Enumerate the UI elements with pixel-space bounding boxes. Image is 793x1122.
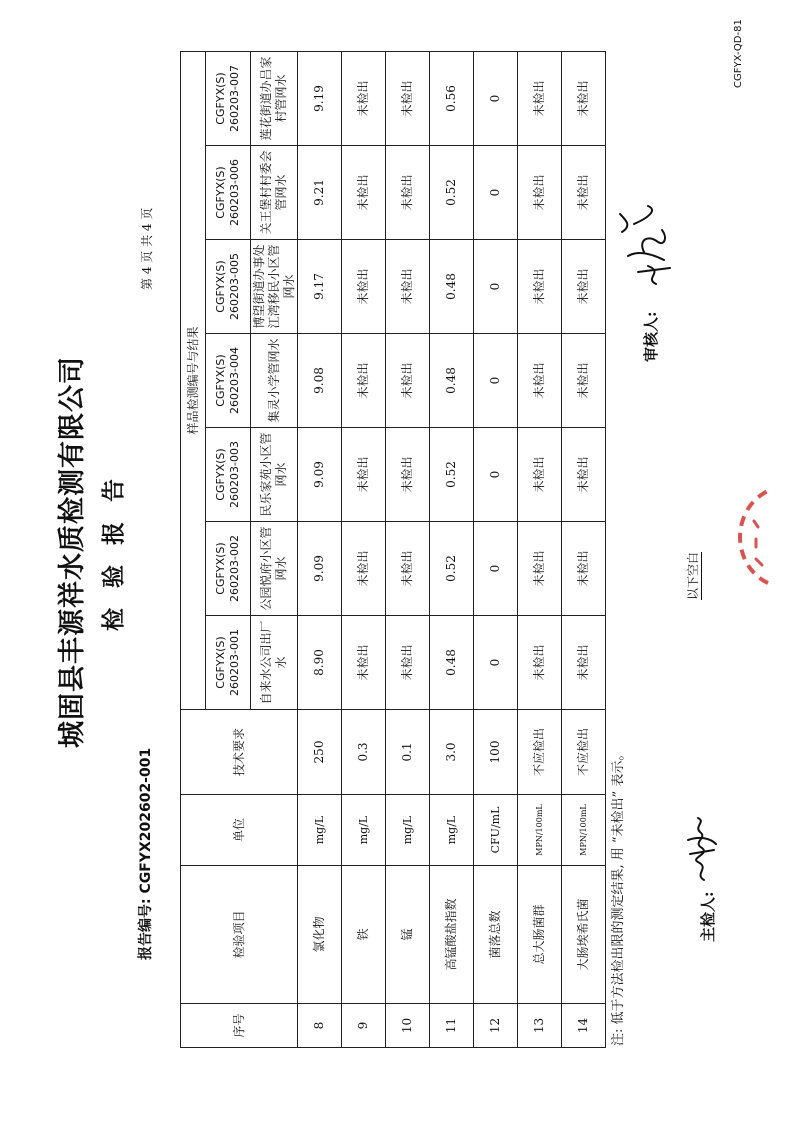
result-cell: 未检出	[518, 522, 562, 616]
row-seq: 13	[518, 1004, 562, 1048]
sample-code-number: 260203-006	[228, 159, 241, 226]
result-cell: 0.52	[430, 428, 474, 522]
sample-code-number: 260203-003	[228, 441, 241, 508]
sample-location-2: 公园悦府小区管网水	[251, 522, 298, 616]
end-mark: 以下空白	[686, 551, 700, 600]
sample-code-prefix: CGFYX(S)	[214, 260, 228, 313]
sample-code-number: 260203-007	[228, 65, 241, 132]
row-unit: MPN/100mL	[518, 795, 562, 866]
row-requirement: 3.0	[430, 710, 474, 795]
sample-code-number: 260203-002	[228, 535, 241, 602]
row-unit: CFU/mL	[474, 795, 518, 866]
header-item: 检验项目	[181, 866, 298, 1004]
result-cell: 0.48	[430, 334, 474, 428]
company-title: 城固县丰源祥水质检测有限公司	[57, 356, 88, 748]
official-seal	[732, 487, 772, 587]
result-cell: 未检出	[562, 240, 606, 334]
row-seq: 10	[386, 1004, 430, 1048]
report-number: 报告编号: CGFYX202602-001	[138, 747, 154, 960]
table-row	[562, 52, 606, 1048]
sample-code-3	[206, 428, 251, 522]
sample-location-4: 集灵小学管网水	[251, 334, 298, 428]
result-cell: 0.48	[430, 616, 474, 710]
result-cell: 9.19	[298, 52, 342, 146]
result-cell: 0	[474, 52, 518, 146]
table-note: 注: 低于方法检出限的测定结果, 用 “未检出” 表示。	[611, 747, 626, 1046]
row-seq: 8	[298, 1004, 342, 1048]
row-item: 铁	[342, 866, 386, 1004]
result-cell: 未检出	[386, 240, 430, 334]
results-table	[180, 51, 606, 1048]
result-cell: 0	[474, 146, 518, 240]
row-requirement: 不应检出	[562, 710, 606, 795]
result-cell: 未检出	[518, 240, 562, 334]
tester-label: 主检人:	[699, 891, 717, 942]
result-cell: 未检出	[518, 146, 562, 240]
result-cell: 未检出	[562, 146, 606, 240]
result-cell: 0	[474, 522, 518, 616]
result-cell: 未检出	[386, 146, 430, 240]
result-cell: 9.08	[298, 334, 342, 428]
result-cell: 未检出	[342, 52, 386, 146]
result-cell: 0	[474, 240, 518, 334]
result-cell: 未检出	[342, 334, 386, 428]
result-cell: 未检出	[518, 52, 562, 146]
sample-code-6	[206, 146, 251, 240]
row-item: 大肠埃希氏菌	[562, 866, 606, 1004]
result-cell: 未检出	[342, 146, 386, 240]
result-cell: 未检出	[518, 616, 562, 710]
tester-signature	[680, 814, 720, 884]
row-seq: 14	[562, 1004, 606, 1048]
result-cell: 9.09	[298, 522, 342, 616]
sample-location-1: 自来水公司出厂水	[251, 616, 298, 710]
footer-code: CGFYX-QD-81	[733, 19, 744, 88]
sample-code-prefix: CGFYX(S)	[214, 636, 228, 689]
result-cell: 9.17	[298, 240, 342, 334]
row-requirement: 250	[298, 710, 342, 795]
sample-code-number: 260203-001	[228, 629, 241, 696]
result-cell: 未检出	[342, 240, 386, 334]
row-requirement: 0.3	[342, 710, 386, 795]
row-item: 菌落总数	[474, 866, 518, 1004]
row-requirement: 100	[474, 710, 518, 795]
result-cell: 0	[474, 616, 518, 710]
sample-location-6: 关王堡村村委会管网水	[251, 146, 298, 240]
result-cell: 0	[474, 334, 518, 428]
result-cell: 未检出	[386, 428, 430, 522]
row-item: 锰	[386, 866, 430, 1004]
row-unit: MPN/100mL	[562, 795, 606, 866]
sample-code-7	[206, 52, 251, 146]
result-cell: 未检出	[562, 428, 606, 522]
result-cell: 未检出	[562, 522, 606, 616]
result-cell: 未检出	[342, 428, 386, 522]
row-item: 高锰酸盐指数	[430, 866, 474, 1004]
table-row	[518, 52, 562, 1048]
result-cell: 0	[474, 428, 518, 522]
result-cell: 未检出	[562, 52, 606, 146]
sample-location-5: 博望街道办事处江湾移民小区管网水	[251, 240, 298, 334]
result-cell: 0.48	[430, 240, 474, 334]
result-cell: 0.52	[430, 146, 474, 240]
sample-code-prefix: CGFYX(S)	[214, 448, 228, 501]
header-requirement: 技术要求	[181, 710, 298, 795]
table-row	[386, 52, 430, 1048]
table-row	[342, 52, 386, 1048]
row-seq: 11	[430, 1004, 474, 1048]
row-item: 总大肠菌群	[518, 866, 562, 1004]
sample-code-number: 260203-004	[228, 347, 241, 414]
sample-code-prefix: CGFYX(S)	[214, 542, 228, 595]
row-unit: mg/L	[298, 795, 342, 866]
sample-code-4	[206, 334, 251, 428]
result-cell: 未检出	[386, 52, 430, 146]
sample-code-number: 260203-005	[228, 253, 241, 320]
sample-code-prefix: CGFYX(S)	[214, 166, 228, 219]
row-requirement: 0.1	[386, 710, 430, 795]
result-cell: 未检出	[386, 522, 430, 616]
result-cell: 未检出	[562, 334, 606, 428]
row-unit: mg/L	[386, 795, 430, 866]
row-seq: 9	[342, 1004, 386, 1048]
result-cell: 9.09	[298, 428, 342, 522]
result-cell: 未检出	[518, 428, 562, 522]
result-cell: 未检出	[518, 334, 562, 428]
header-seq: 序号	[181, 1004, 298, 1048]
sample-code-prefix: CGFYX(S)	[214, 354, 228, 407]
sample-code-1	[206, 616, 251, 710]
sample-location-3: 民乐家苑小区管网水	[251, 428, 298, 522]
result-cell: 未检出	[386, 334, 430, 428]
header-results: 样品检测编号与结果	[181, 52, 206, 710]
reviewer-signature	[608, 202, 678, 290]
result-cell: 未检出	[342, 522, 386, 616]
result-cell: 8.90	[298, 616, 342, 710]
sample-code-5	[206, 240, 251, 334]
result-cell: 0.56	[430, 52, 474, 146]
row-requirement: 不应检出	[518, 710, 562, 795]
sample-location-7: 莲花街道办吕家村管网水	[251, 52, 298, 146]
row-item: 氯化物	[298, 866, 342, 1004]
row-unit: mg/L	[342, 795, 386, 866]
sample-code-2	[206, 522, 251, 616]
row-unit: mg/L	[430, 795, 474, 866]
table-row	[430, 52, 474, 1048]
row-seq: 12	[474, 1004, 518, 1048]
page-number: 第 4 页 共 4 页	[140, 207, 154, 290]
table-row	[474, 52, 518, 1048]
header-unit: 单位	[181, 795, 298, 866]
result-cell: 9.21	[298, 146, 342, 240]
sample-code-prefix: CGFYX(S)	[214, 72, 228, 125]
table-row	[298, 52, 342, 1048]
result-cell: 未检出	[342, 616, 386, 710]
result-cell: 未检出	[386, 616, 430, 710]
result-cell: 未检出	[562, 616, 606, 710]
result-cell: 0.52	[430, 522, 474, 616]
reviewer-label: 审核人:	[642, 311, 660, 362]
report-subtitle: 检 验 报 告	[100, 472, 127, 632]
